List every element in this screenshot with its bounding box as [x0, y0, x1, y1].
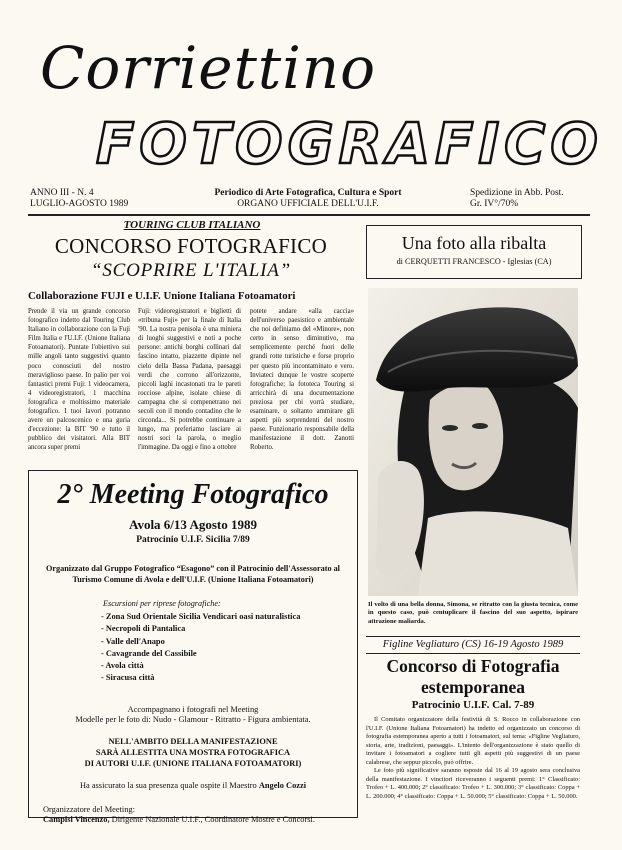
ribalta-header-box — [366, 225, 582, 279]
meeting-dates: Avola 6/13 Agosto 1989 — [129, 517, 257, 532]
meeting-exhibit-line-3: DI AUTORI U.I.F. (UNIONE ITALIANA FOTOAMATORI) — [84, 758, 302, 768]
meeting-organizer — [43, 815, 357, 824]
meeting-organizer-name: Campisi Vincenzo, — [43, 814, 110, 824]
meeting-patrocinio: Patrocinio U.I.F. Sicilia 7/89 — [136, 535, 250, 545]
meeting-box — [28, 470, 358, 824]
list-item: - Necropoli di Pantalica — [101, 624, 186, 634]
shipping-line2: Gr. IV°/70% — [470, 199, 519, 209]
list-item: - Siracusa città — [101, 673, 155, 683]
concorso-deck: Collaborazione FUJI e U.I.F. Unione Italiana Fotoamatori — [28, 290, 296, 302]
figline-kicker: Figline Vegliaturo (CS) 16-19 Agosto 1989 — [382, 639, 564, 650]
figline-top-rule — [366, 636, 580, 637]
meeting-title: 2° Meeting Fotografico — [57, 479, 329, 510]
concorso-column-3: potete andare «alla caccia» dell'universo paesistico e ambientale che noi definiamo del «Minore», non certo in senso diminutivo, ma semplicemente perché fuori delle grandi rotte turistiche e forse proprio per questo più incontaminato e vero. Inviateci dunque le vostre scoperte fotografiche; la fototeca Touring si arricchirà di una documentazione preziosa per chi vorrà studiare, esaminare, o soltanto ammirare gli aspetti più sorprendenti del nostro paese. Funzionario responsabile della manifestazione il dott. Zanotti Roberto. — [250, 308, 354, 452]
tagline: Periodico di Arte Fotografica, Cultura e Sport — [214, 188, 402, 198]
meeting-organizer-role: Dirigente Nazionale U.I.F., Coordinatore Mostre e Concorsi. — [111, 814, 315, 824]
ribalta-photo — [368, 288, 578, 596]
meeting-organized: Organizzato dal Gruppo Fotografico “Esagono” con il Patrocinio dell'Assessorato al Turismo Comune di Avola e dell'U.I.F. (Unione Italiana Fotoamatori) — [46, 564, 340, 584]
tagline-block — [158, 188, 458, 210]
list-item: - Valle dell'Anapo — [101, 636, 165, 646]
concorso-kicker: TOURING CLUB ITALIANO — [123, 219, 261, 231]
masthead-block-title: FOTOGRAFICO — [96, 112, 603, 177]
portrait-illustration — [368, 288, 578, 596]
ribalta-title: Una foto alla ribalta — [401, 233, 547, 253]
list-item: - Cavagrande del Cassibile — [101, 648, 197, 658]
meeting-exhibit-line-2: SARÀ ALLESTITA UNA MOSTRA FOTOGRAFICA — [95, 747, 291, 757]
figline-paragraph-1: Il Comitato organizzatore della festività di S. Rocco in collaborazione con l'U.I.F. (Unione Italiana Fotoamatori) ha indetto ed organizzato un concorso di fotografia estemporanea aperto a tutti i fotoamatori, sul tema: «Figline Vegliaturo, storia, arte, tradizioni, paesaggi». L'intento dell'organizzazione è stato quello di invitare i fotoamatori a cogliere tutti gli aspetti più suggestivi di un paese calabrese, che seppur piccolo, può offrire. — [366, 716, 580, 766]
meeting-excursions-label: Escursioni per riprese fotografiche: — [103, 599, 221, 608]
masthead-rule — [28, 214, 590, 216]
figline-title-1: Concorso di Fotografia — [386, 656, 560, 676]
meeting-accompany-2: Modelle per le foto di: Nudo - Glamour - Ritratto - Figura ambientata. — [75, 714, 311, 724]
concorso-column-1: Prende il via un grande concorso fotografico indetto dal Touring Club Italiano in collaborazione con la Fuji Film Italia e l'U.I.F. (Unione Italiana Fotoamatori). Puntate l'obiettivo sui mille angoli tanto suggestivi quanto poco conosciuti del nostro meraviglioso paese. In palio per voi fantastici premi Fuji: 1 videocamera, 4 videoregistratori, 1 macchina fotografica e moltissimo materiale fotografico. I tuoi lavori potranno avere un palcoscenico e una guria d'eccezione: la BIT '90 e tutto il pubblico dei visitatori. Alla BIT ancora super premi — [28, 308, 130, 452]
figline-paragraph-2: Le foto più significative saranno esposte dal 16 al 19 agosto sera conclusiva della manifestazione. I vincitori riceveranno i seguenti premi: 1° Classificato: Trofeo + L. 400.000; 2° classificato: Trofeo + L. 300.000; 3° classificato: Coppa + L. 200.000; 4° classificato: Coppa + L. 50.000; 5° classificato: Coppa + L. 50.000. — [366, 767, 580, 800]
issue-number: ANNO III - N. 4 — [30, 188, 94, 198]
figline-kicker-rule — [366, 653, 580, 654]
shipping-info — [470, 188, 564, 210]
issue-date: LUGLIO-AGOSTO 1989 — [30, 199, 129, 209]
meeting-exhibit — [29, 736, 357, 769]
masthead-script-title: Corriettino — [40, 34, 377, 102]
ribalta-byline: di CERQUETTI FRANCESCO - Iglesias (CA) — [396, 257, 552, 266]
meeting-exhibit-line-1: NELL'AMBITO DELLA MANIFESTAZIONE — [108, 736, 278, 746]
shipping-line1: Spedizione in Abb. Post. — [470, 188, 564, 198]
organ-line: ORGANO UFFICIALE DELL'U.I.F. — [237, 199, 379, 209]
concorso-subtitle: “SCOPRIRE L'ITALIA” — [91, 260, 291, 281]
meeting-organizer-label: Organizzatore del Meeting: — [43, 804, 135, 814]
meeting-guest-name: Angelo Cozzi — [258, 780, 307, 790]
meeting-guest-prefix: Ha assicurato la sua presenza quale ospite il Maestro — [79, 780, 257, 790]
ribalta-caption: Il volto di una bella donna, Simona, se ritratto con la giusta tecnica, come in questo caso, può centuplicare il fascino del suo aspetto, ispirare attrazione maliarda. — [368, 601, 578, 625]
meeting-excursions-list — [101, 611, 357, 685]
list-item: - Zona Sud Orientale Sicilia Vendicari oasi naturalistica — [101, 612, 301, 621]
concorso-column-2: Fuji: videoregistratori e biglietti di «tribuna Fuji» per la finale di Italia '90. La nostra penisola è una miniera di luoghi suggestivi e noti a poche persone: antichi borghi collinari dal fascino intatto, piazzette dipinte nel cielo della Bassa Padana, paesaggi verdi che corrono all'orizzonte, piccoli laghi incastonati tra le pareti rocciose alpine, isolate chiese di campagna che si compenetrano nei secoli con il mondo contadino che le circonda... Si potrebbe continuare a lungo, ma preferiamo lasciare ai nostri soci la parola, o meglio l'immagine. Da oggi e fino a ottobre — [138, 308, 241, 452]
figline-patrocinio: Patrocinio U.I.F. Cal. 7-89 — [411, 699, 535, 711]
meeting-guest — [29, 781, 357, 790]
issue-info — [30, 188, 128, 210]
concorso-title: CONCORSO FOTOGRAFICO — [54, 234, 328, 258]
list-item: - Avola città — [101, 661, 144, 671]
meeting-accompany-1: Accompagnano i fotografi nel Meeting — [127, 704, 259, 714]
figline-body — [366, 716, 580, 801]
figline-title-2: estemporanea — [420, 677, 525, 697]
